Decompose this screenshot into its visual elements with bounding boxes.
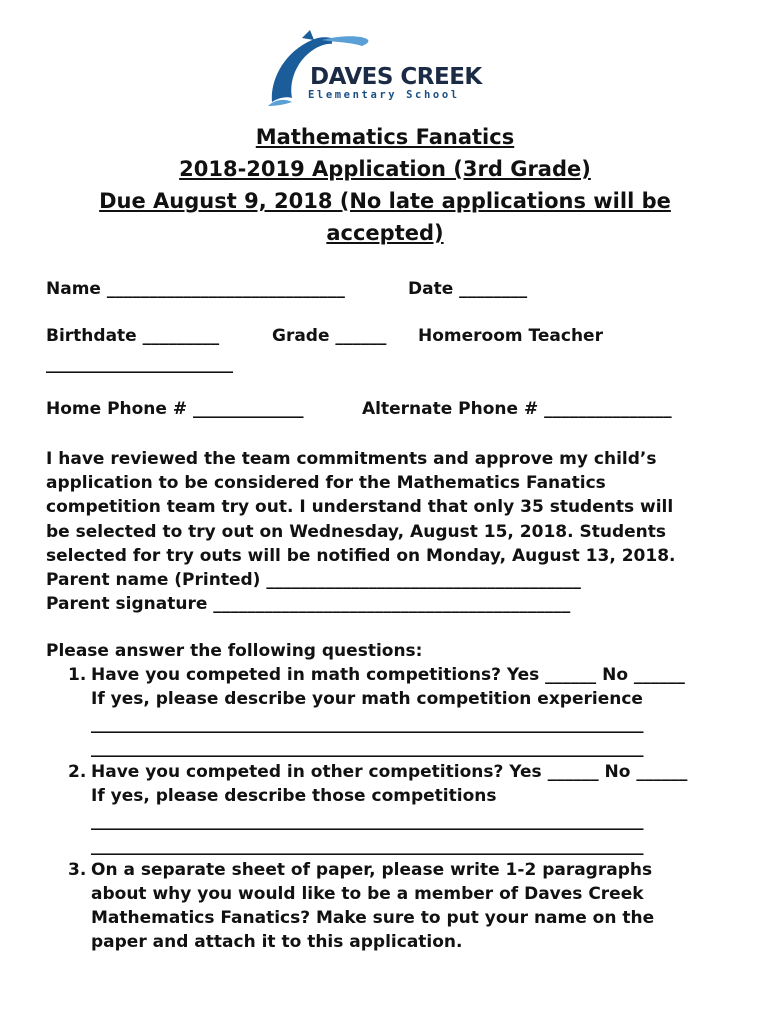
homeroom-label: Homeroom Teacher [418,326,603,346]
logo-name: DAVES CREEK [310,64,482,90]
parent-signature-field[interactable]: Parent signature __________________________________________ [46,594,571,615]
question-1-answer-line[interactable]: _________________________________________________________________ [91,714,644,734]
consent-line: selected for try outs will be notified on Monday, August 13, 2018. [46,545,676,566]
name-field[interactable]: Name ____________________________ [46,279,345,299]
consent-line: application to be considered for the Mathematics Fanatics [46,473,606,494]
consent-line: competition team try out. I understand that only 35 students will [46,497,674,518]
question-1-followup: If yes, please describe your math competition experience [91,689,643,709]
consent-line: I have reviewed the team commitments and approve my child’s [46,449,657,469]
logo-subtitle: Elementary School [308,89,460,101]
title-line-1: Mathematics Fanatics [255,125,515,149]
home-phone-field[interactable]: Home Phone # _____________ [46,399,304,419]
parent-name-field[interactable]: Parent name (Printed) _____________________________________ [46,570,581,591]
question-2-text[interactable]: Have you competed in other competitions? Yes ______ No ______ [91,762,688,782]
question-3-line: Mathematics Fanatics? Make sure to put your name on the [91,908,655,928]
question-1-text[interactable]: Have you competed in math competitions? Yes ______ No ______ [91,665,685,685]
question-1-answer-line[interactable]: _________________________________________________________________ [91,738,644,758]
questions-intro: Please answer the following questions: [46,641,423,661]
consent-line: be selected to try out on Wednesday, August 15, 2018. Students [46,521,666,542]
question-1-number: 1. [68,665,87,685]
title-line-3: Due August 9, 2018 (No late applications will be [99,189,671,213]
date-field[interactable]: Date ________ [408,279,528,299]
school-logo [262,30,482,110]
alternate-phone-field[interactable]: Alternate Phone # _______________ [362,399,672,419]
title-line-2: 2018-2019 Application (3rd Grade) [179,157,591,181]
question-3-number: 3. [68,860,87,880]
page-title [0,121,770,249]
question-2-followup: If yes, please describe those competitions [91,786,497,806]
question-2-answer-line[interactable]: _________________________________________________________________ [91,811,644,831]
title-line-4: accepted) [326,221,444,245]
question-2-answer-line[interactable]: _________________________________________________________________ [91,836,644,856]
question-2-number: 2. [68,762,87,782]
grade-field[interactable]: Grade ______ [272,326,387,346]
homeroom-field[interactable]: ______________________ [46,354,233,374]
question-3-line: about why you would like to be a member of Daves Creek [91,884,644,904]
question-3-line: paper and attach it to this application. [91,932,463,952]
consent-paragraph [46,447,736,616]
birthdate-field[interactable]: Birthdate _________ [46,326,220,346]
question-3-line: On a separate sheet of paper, please write 1-2 paragraphs [91,860,653,880]
